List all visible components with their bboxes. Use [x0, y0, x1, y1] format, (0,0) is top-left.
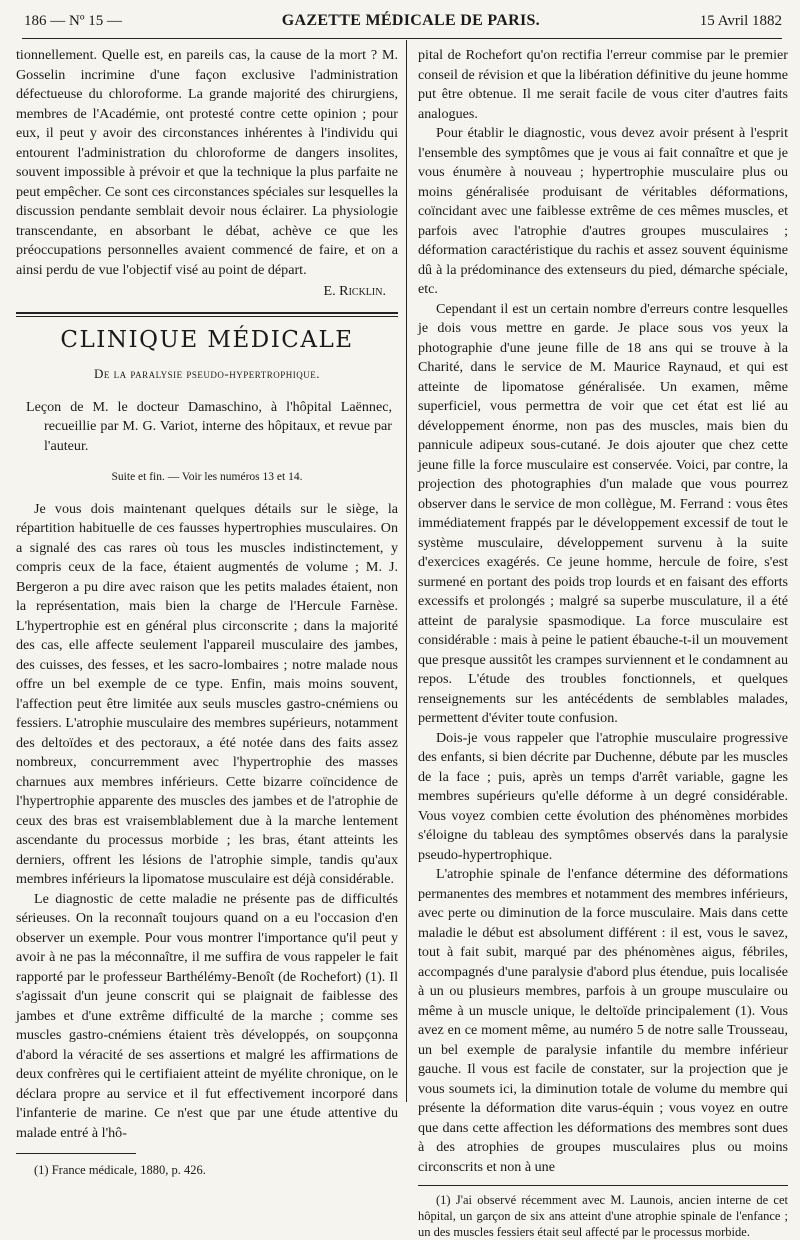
footnote: (1) France médicale, 1880, p. 426. [34, 1163, 206, 1177]
issue-date: 15 Avril 1882 [699, 13, 782, 29]
page-number: 186 — Nº 15 — [24, 13, 122, 29]
paragraph: L'atrophie spinale de l'enfance détermine des déformations permanentes des membres et notamment des membres inférieurs, avec perte ou diminution de la force musculaire. Mais dans cette maladie le début est absolument différent : il est, vous le savez, tout à fait subit, marqué par des phénomènes aigus, fébriles, accompagnés d'une paralysie d'abord plus étendue, puis localisée à un ou plusieurs membres, parfois à un groupe musculaire ou même à un muscle unique, le deltoïde principalement (1). Vous avez en ce moment même, au numéro 5 de notre salle Trousseau, un bel exemple de paralysie infantile du membre inférieur gauche. Il vous est facile de constater, sur la projection que je vous soumets ici, la diminution totale de volume du membre qui présente la déformation dite varus-équin ; vous voyez en outre que dans cette affection les déformations des membres sont dues à des atrophies de groupes musculaires plus ou moins circonscrits et non à une [418, 866, 788, 1175]
paragraph: tionnellement. Quelle est, en pareils cas, la cause de la mort ? M. Gosselin incrimine d'une façon exclusive l'administration défectueuse du chloroforme. La grande majorité des chirurgiens, membres de l'Académie, ont protesté contre cette opinion ; pour eux, il peut y avoir des circonstances inhérentes à l'individu qui entourent l'administration du chloroforme de dangers insolites, souvent impossible à prévoir et que la technique la plus parfaite ne peut empêcher. Ce sont ces circonstances spéciales sur lesquelles la discussion pendante semblait devoir nous éclairer. La physiologie transcendante, en absorbant le débat, achève ce que les préoccupations personnelles avaient commencé de faire, et on a ainsi perdu de vue l'objectif visé au point de départ. [16, 47, 398, 278]
footnote-rule [418, 1185, 788, 1186]
left-column [16, 46, 398, 1178]
paragraph: Cependant il est un certain nombre d'erreurs contre lesquelles je dois vous mettre en garde. Je place sous vos yeux la photographie d'une jeune fille de 18 ans qui se trouve à la Charité, dans le service de M. Maurice Raynaud, et qui est atteinte de lipomatose généralisée. Un examen, même superficiel, vous permettra de voir que cet état est lié au développement énorme, non pas des muscles, mais bien du pannicule adipeux sous-cutané. Je dois ajouter que chez cette jeune fille la force musculaire est conservée. Voici, par contre, la projection des photographies d'un malade que vous pourrez observer dans le service de mon collègue, M. Ferrand : vous êtes immédiatement frappés par le développement excessif de tout le système musculaire, développement survenu à la suite d'exercices exagérés. Ce jeune homme, hercule de foire, s'est surmené en portant des poids trop lourds et en faisant des efforts excessifs et prolongés ; malgré sa superbe musculature, il a été atteint de paralysie spasmodique. La force musculaire est considérable : mais à peine le patient ébauche-t-il un mouvement que presque aussitôt les crampes surviennent et le condamnent au repos. L'étude des troubles fonctionnels, et quelques renseignements sur les antécédents de semblables malades, permettent d'éviter toute confusion. [418, 300, 788, 726]
lecture-credit: Leçon de M. le docteur Damaschino, à l'hôpital Laënnec, recueillie par M. G. Variot, interne des hôpitaux, et revue par l'auteur. [26, 398, 392, 454]
journal-title: GAZETTE MÉDICALE DE PARIS. [281, 12, 540, 29]
footnote: (1) J'ai observé récemment avec M. Launois, ancien interne de cet hôpital, un garçon de six ans atteint d'une atrophie spinale de l'enfance ; un des muscles fessiers était seul affecté par le processus morbide. [418, 1193, 788, 1239]
paragraph: Le diagnostic de cette maladie ne présente pas de difficultés sérieuses. On la reconnaît toujours quand on a eu l'occasion d'en observer un exemple. Pour vous montrer l'importance qu'il peut y avoir à ne pas la méconnaître, il me suffira de vous rappeler le fait rapporté par le professeur Barthélémy-Benoît (de Rochefort) (1). Il s'agissait d'un jeune conscrit qui se plaignait de faiblesse des jambes et d'une extrême difficulté de la marche ; comme ses muscles gastro-cnémiens étaient très développés, on soupçonna d'abord la véracité de ses assertions et malgré les affirmations de deux confrères qui le certifiaient atteint de myélite chronique, on le déclara propre au service et il fut effectivement incorporé dans l'infanterie de marine. Ce n'est que par une étude attentive du malade entré à l'hô- [16, 890, 398, 1141]
paragraph: Je vous dois maintenant quelques détails sur le siège, la répartition habituelle de ces fausses hypertrophies musculaires. On a signalé des cas rares où tous les muscles indistinctement, y compris ceux de la face, étaient augmentés de volume ; M. J. Bergeron a pu dire avec raison que les petits malades étaient, non la représentation, mais bien la charge de l'Hercule Farnèse. L'hypertrophie est en général plus circonscrite ; dans la majorité des cas, elle affecte seulement l'appareil musculaire des jambes, des cuisses, des fesses, et les sacro-lombaires ; notre malade nous offre un bel exemple de ce type. Enfin, mais moins souvent, l'affection peut être limitée aux seuls muscles gastro-cnémiens ou fessiers. L'atrophie musculaire des membres supérieurs, notamment des deltoïdes et des pectoraux, a été notée dans des faits assez nombreux, concurremment avec l'hypertrophie des masses charnues aux membres inférieurs. Cette bizarre coïncidence de l'hypertrophie apparente des muscles des jambes et de l'atrophie de ceux des bras est vraisemblablement due à la marche lentement ascendante du processus morbide ; les bras, étant atteints les derniers, offrent les lésions de l'atrophie simple, tandis qu'aux membres inférieurs la lipomatose musculaire est déjà considérable. [16, 500, 398, 887]
right-column [418, 46, 788, 1240]
footnote-rule [16, 1153, 136, 1154]
paragraph: Pour établir le diagnostic, vous devez avoir présent à l'esprit l'ensemble des symptômes que je vous ai fait connaître et que je vous énumère à nouveau ; hypertrophie musculaire plus ou moins généralisée produisant de véritables déformations, coïncidant avec une faiblesse extrême de ces mêmes muscles, et parfois avec l'atrophie d'autres groupes musculaires ; déformation caractéristique du rachis et assez souvent équinisme dû à la prédominance des extenseurs du pied, démarche spéciale, etc. [418, 125, 788, 297]
page-header [24, 12, 782, 36]
signature: E. Ricklin. [323, 283, 386, 299]
section-title: CLINIQUE MÉDICALE [60, 326, 354, 353]
paragraph: pital de Rochefort qu'on rectifia l'erreur commise par le premier conseil de révision et que la libération définitive du jeune homme put être obtenue. Il me serait facile de vous citer d'autres faits analogues. [418, 47, 788, 122]
continuation-note: Suite et fin. — Voir les numéros 13 et 14. [111, 471, 303, 483]
column-divider [406, 40, 407, 1102]
article-subtitle: De la paralysie pseudo-hypertrophique. [94, 366, 320, 381]
header-rule [22, 38, 782, 39]
section-separator [16, 312, 398, 317]
paragraph: Dois-je vous rappeler que l'atrophie musculaire progressive des enfants, si bien décrite par Duchenne, débute par les muscles de la face ; puis, après un temps d'arrêt variable, gagne les membres supérieurs qu'elle déforme à un degré considérable. Vous voyez combien cette évolution des phénomènes morbides s'éloigne du tableau des symptômes observés dans la paralysie pseudo-hypertrophique. [418, 729, 788, 863]
